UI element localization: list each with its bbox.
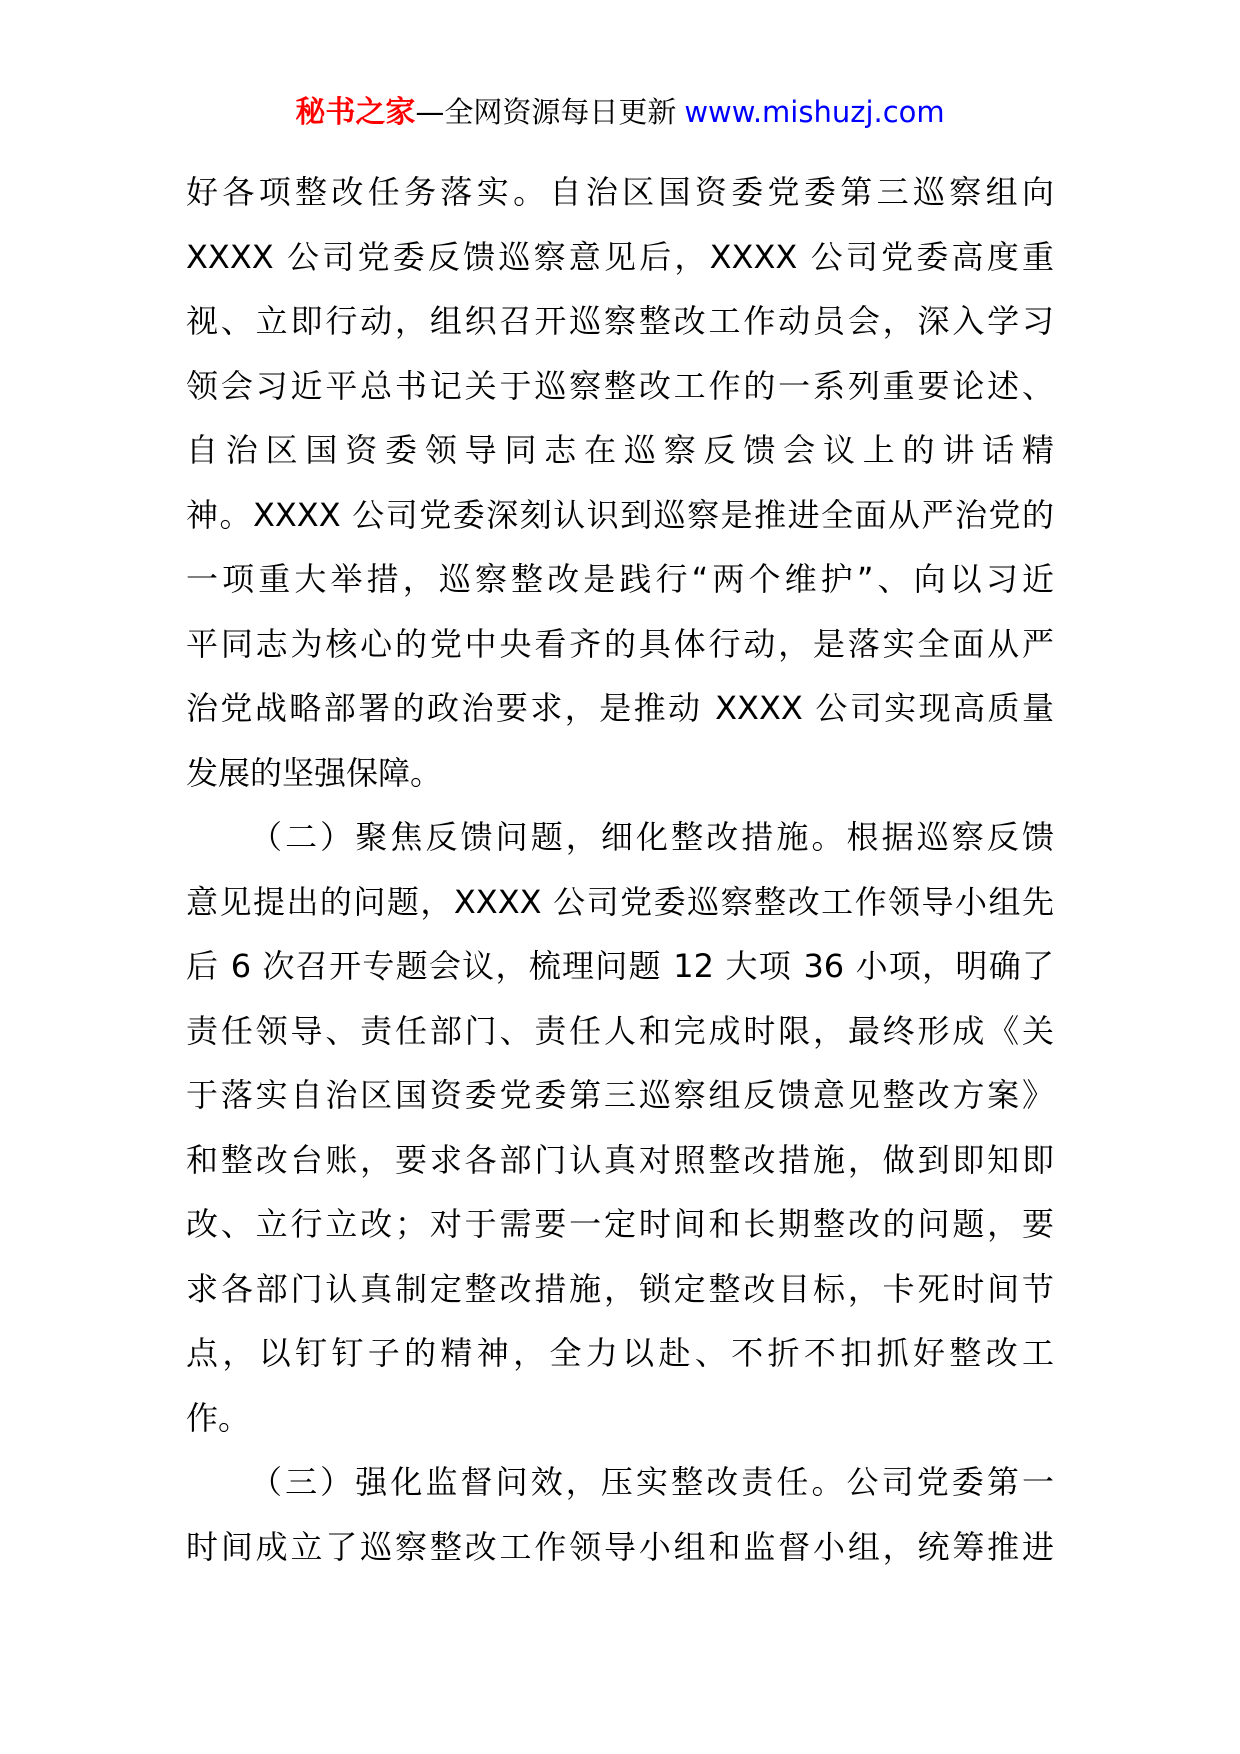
text-line: 和整改台账，要求各部门认真对照整改措施，做到即知即 <box>186 1140 1054 1179</box>
text-line: 视、立即行动，组织召开巡察整改工作动员会，深入学习 <box>186 302 1054 340</box>
text-line: 自治区国资委领导同志在巡察反馈会议上的讲话精 <box>186 431 1054 469</box>
text-line: 后 6 次召开专题会议，梳理问题 12 大项 36 小项，明确了 <box>186 947 1054 985</box>
text-line: 点，以钉钉子的精神，全力以赴、不折不扣抓好整改工 <box>186 1334 1054 1372</box>
site-header <box>0 92 1240 133</box>
section-heading-line: （二）聚焦反馈问题，细化整改措施。根据巡察反馈 <box>250 818 1054 856</box>
text-line: 发展的坚强保障。 <box>186 753 443 792</box>
text-line: 意见提出的问题，XXXX 公司党委巡察整改工作领导小组先 <box>186 882 1054 921</box>
text-line: 求各部门认真制定整改措施，锁定整改目标，卡死时间节 <box>186 1269 1054 1308</box>
text-line: 一项重大举措，巡察整改是践行“两个维护”、向以习近 <box>186 560 1054 598</box>
text-line: XXXX 公司党委反馈巡察意见后，XXXX 公司党委高度重 <box>186 237 1054 276</box>
text-line: 神。XXXX 公司党委深刻认识到巡察是推进全面从严治党的 <box>186 495 1054 534</box>
text-line: 于落实自治区国资委党委第三巡察组反馈意见整改方案》 <box>186 1076 1054 1114</box>
text-line: 好各项整改任务落实。自治区国资委党委第三巡察组向 <box>186 173 1054 211</box>
section-heading-line: （三）强化监督问效，压实整改责任。公司党委第一 <box>250 1463 1054 1501</box>
document-body <box>186 160 1054 1579</box>
text-line: 责任领导、责任部门、责任人和完成时限，最终形成《关 <box>186 1011 1054 1050</box>
text-line: 作。 <box>186 1398 251 1437</box>
text-line: 改、立行立改；对于需要一定时间和长期整改的问题，要 <box>186 1205 1054 1243</box>
site-url-link[interactable]: www.mishuzj.com <box>684 95 945 129</box>
site-slogan: —全网资源每日更新 <box>415 95 677 129</box>
text-line: 领会习近平总书记关于巡察整改工作的一系列重要论述、 <box>186 366 1054 405</box>
text-line: 时间成立了巡察整改工作领导小组和监督小组，统筹推进 <box>186 1527 1054 1566</box>
text-line: 治党战略部署的政治要求，是推动 XXXX 公司实现高质量 <box>186 689 1054 727</box>
site-brand: 秘书之家 <box>295 95 416 130</box>
text-line: 平同志为核心的党中央看齐的具体行动，是落实全面从严 <box>186 624 1054 663</box>
